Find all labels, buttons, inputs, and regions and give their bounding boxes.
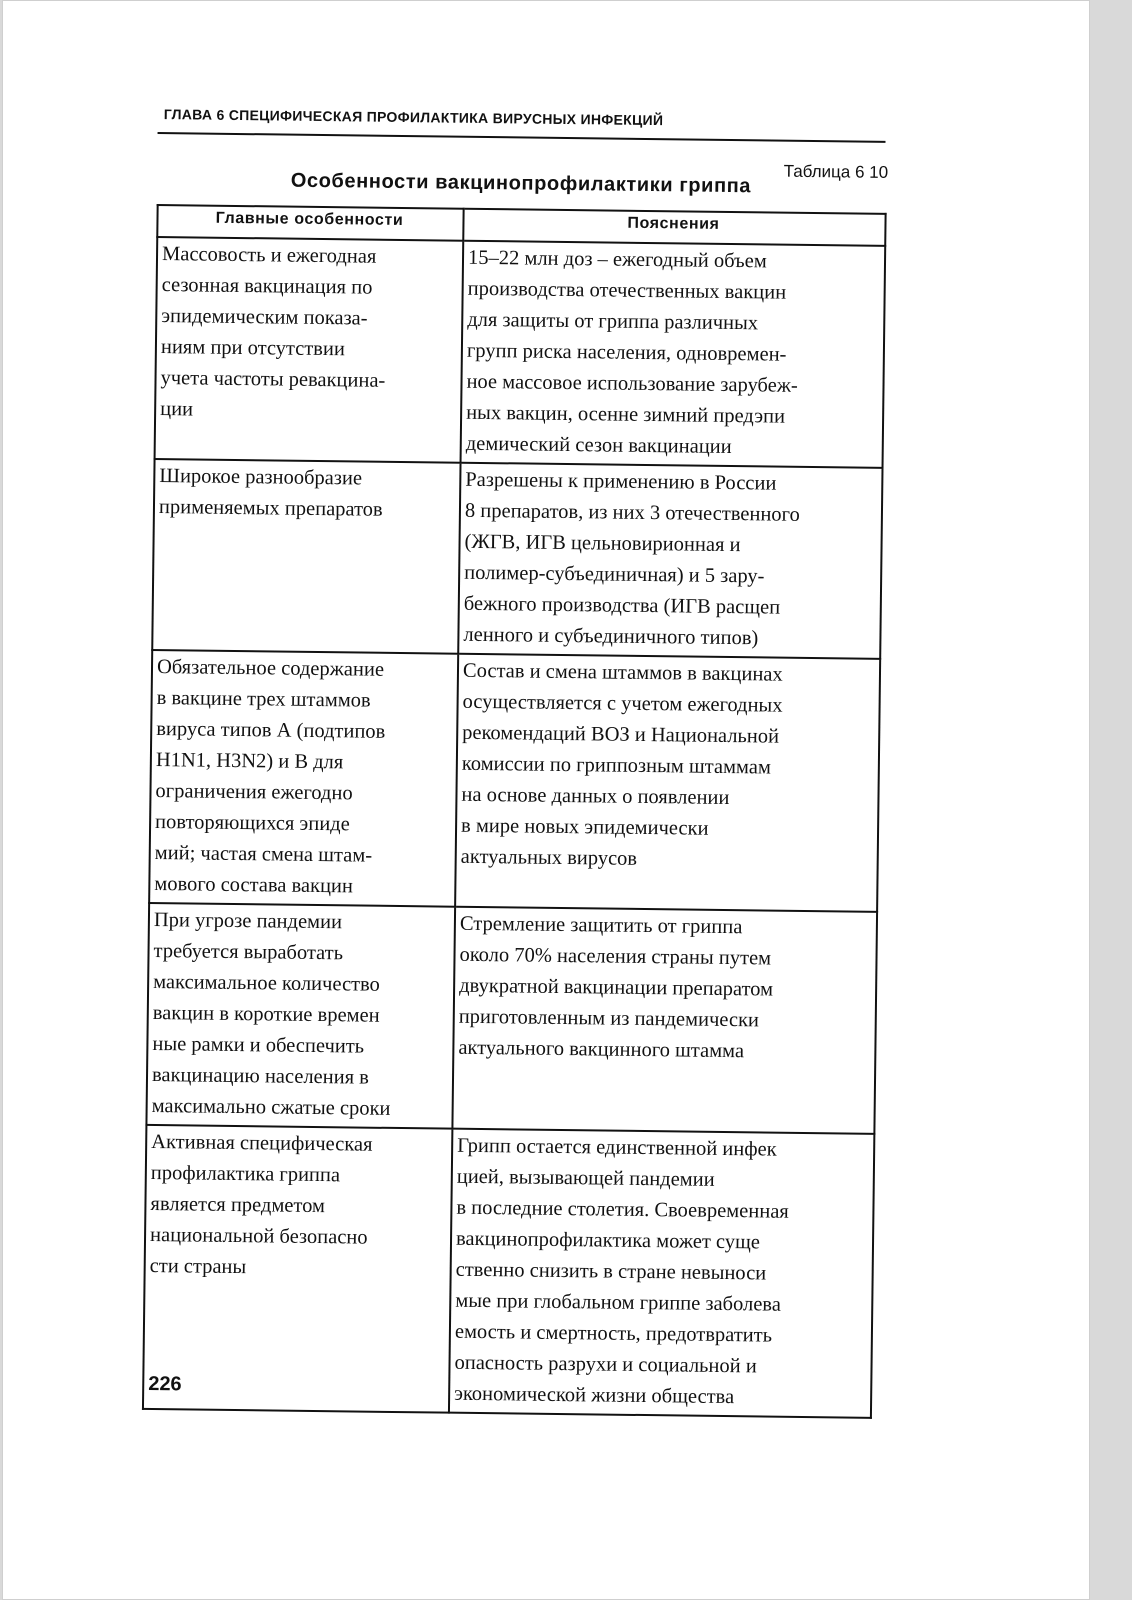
feature-cell: При угрозе пандемии требуется выработать максимальное количество вакцин в короткие времен ные рамки и обеспечить вакцинацию населения в максимально сжатые сроки [146, 903, 455, 1129]
explanation-cell: 15–22 млн доз – ежегодный объем производства отечественных вакцин для защиты от гриппа различных групп риска населения, одновремен- ное массовое использование зарубеж- ных вакцин, осенне зимний предэпи демический сезон вакцинации [461, 241, 886, 468]
table-row [155, 237, 886, 468]
column-header-features: Главные особенности [157, 205, 463, 241]
page-number: 226 [148, 1372, 182, 1396]
explanation-cell: Стремление защитить от гриппа около 70% населения страны путем двукратной вакцинации препаратом приготовленным из пандемически актуального вакцинного штамма [452, 907, 877, 1134]
explanation-cell: Состав и смена штаммов в вакцинах осуществляется с учетом ежегодных рекомендаций ВОЗ и Национальной комиссии по гриппозным штаммам на основе данных о появлении в мире новых эпидемически актуальных вирусов [455, 654, 880, 912]
feature-cell: Массовость и ежегодная сезонная вакцинация по эпидемическим показа- ниям при отсутствии учета частоты ревакцина- ции [155, 237, 464, 463]
table-row [152, 459, 882, 659]
page-content [142, 96, 903, 1445]
explanation-cell: Разрешены к применению в России 8 препаратов, из них 3 отечественного (ЖГВ, ИГВ цельновирионная и полимер-субъединичная) и 5 зару- бежного производства (ИГВ расщеп ленного и субъединичного типов) [458, 463, 882, 659]
table-row [149, 650, 880, 912]
table-row [146, 903, 877, 1134]
feature-cell: Широкое разнообразие применяемых препаратов [152, 459, 460, 654]
table-title: Особенности вакцинопрофилактики гриппа [290, 169, 752, 198]
features-table [142, 204, 887, 1419]
table-row [143, 1125, 874, 1418]
feature-cell: Обязательное содержание в вакцине трех штаммов вируса типов А (подтипов H1N1, H3N2) и В для ограничения ежегодно повторяющихся эпиде мий; частая смена штам- мового состава вакцин [149, 650, 458, 907]
book-page [2, 0, 1090, 1600]
running-header: ГЛАВА 6 СПЕЦИФИЧЕСКАЯ ПРОФИЛАКТИКА ВИРУСНЫХ ИНФЕКЦИЙ [163, 106, 664, 129]
table-number: Таблица 6 10 [783, 161, 889, 182]
header-rule [158, 132, 886, 143]
feature-cell: Активная специфическая профилактика гриппа является предметом национальной безопасно сти страны [143, 1125, 452, 1413]
column-header-explanations: Пояснения [463, 209, 885, 246]
explanation-cell: Грипп остается единственной инфек цией, вызывающей пандемии в последние столетия. Своевременная вакцинопрофилактика может суще ственно снизить в стране невыноси мые при глобальном гриппе заболева емость и смертность, предотвратить опасность разрухи и социальной и экономической жизни общества [449, 1129, 874, 1418]
